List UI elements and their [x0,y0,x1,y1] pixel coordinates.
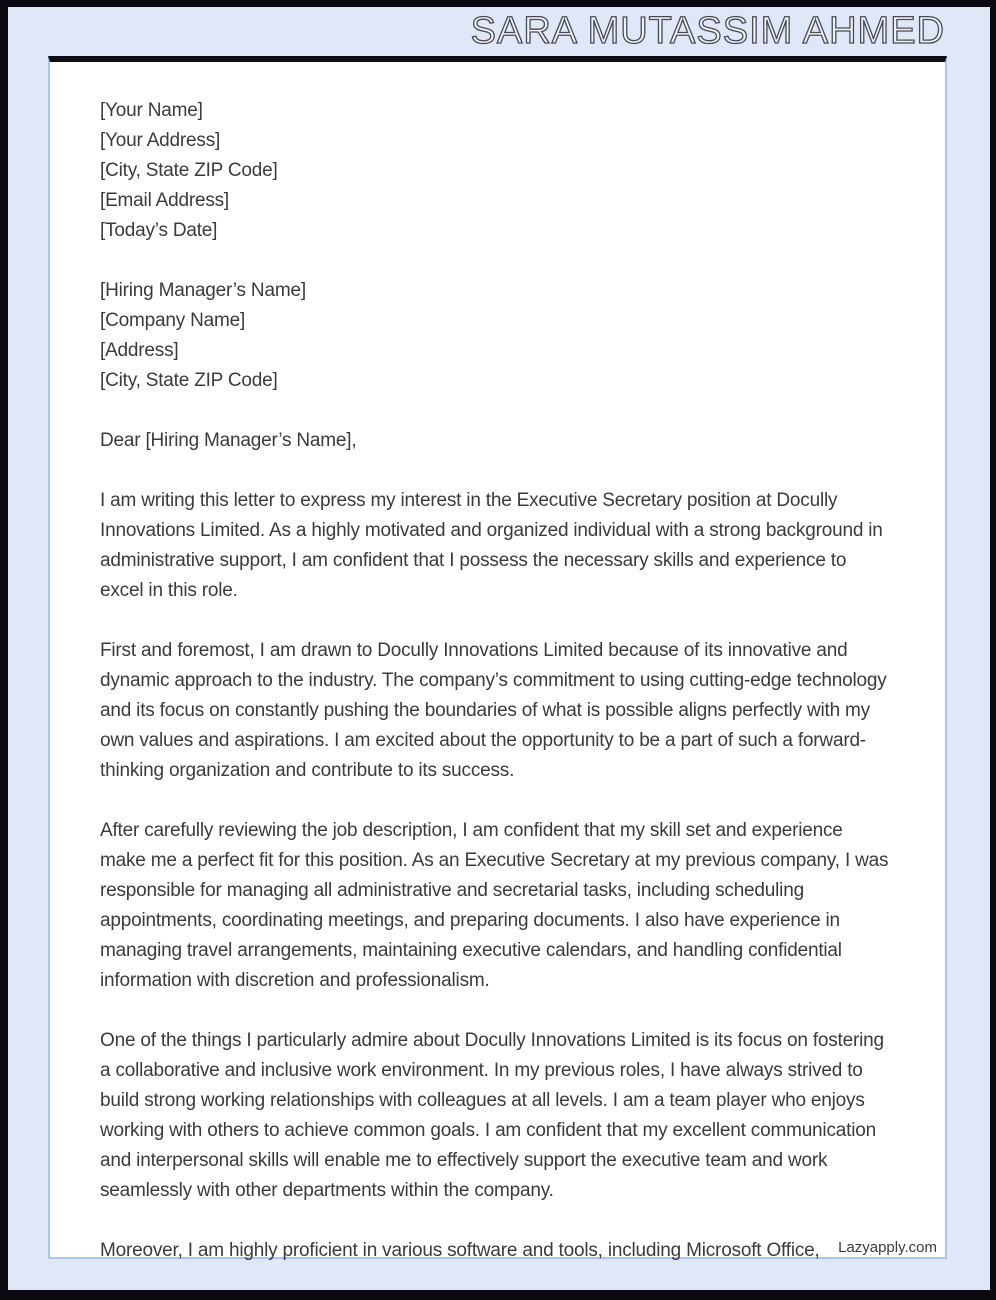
recipient-city-line: [City, State ZIP Code] [100,370,278,391]
sender-address-block [100,96,891,246]
sender-name-line: [Your Name] [100,100,203,121]
salutation-line: Dear [Hiring Manager’s Name], [100,430,357,451]
paragraph-company-appeal: First and foremost, I am drawn to Docully Innovations Limited because of its innovative and dynamic approach to the industry. The company’s commitment to using cutting-edge technology and its focus on constantly pushing the boundaries of what is possible aligns perfectly with my own values and aspirations. I am excited about the opportunity to be a part of such a forward-thinking organization and contribute to its success. [100,640,887,781]
watermark-link[interactable]: Lazyapply.com [838,1239,937,1256]
sender-city-line: [City, State ZIP Code] [100,160,278,181]
letter-body [50,62,945,1266]
cover-letter-page [48,56,947,1259]
paragraph-skills-overflow: Moreover, I am highly proficient in various software and tools, including Microsoft Office, [100,1240,820,1261]
letterhead [8,7,990,56]
recipient-manager-line: [Hiring Manager’s Name] [100,280,306,301]
recipient-company-line: [Company Name] [100,310,246,331]
sender-address-line: [Your Address] [100,130,221,151]
paragraph-teamwork: One of the things I particularly admire about Docully Innovations Limited is its focus on fostering a collaborative and inclusive work environment. In my previous roles, I have always strived to build strong working relationships with colleagues at all levels. I am a team player who enjoys working with others to achieve common goals. I am confident that my excellent communication and interpersonal skills will enable me to effectively support the executive team and work seamlessly with other departments within the company. [100,1030,884,1201]
sender-date-line: [Today’s Date] [100,220,218,241]
recipient-address-block [100,276,891,396]
sender-email-line: [Email Address] [100,190,229,211]
candidate-name: SARA MUTASSIM AHMED [470,10,945,52]
paragraph-intro: I am writing this letter to express my interest in the Executive Secretary position at Docully Innovations Limited. As a highly motivated and organized individual with a strong background in administrative support, I am confident that I possess the necessary skills and experience to excel in this role. [100,490,883,601]
recipient-address-line: [Address] [100,340,179,361]
paragraph-experience: After carefully reviewing the job description, I am confident that my skill set and experience make me a perfect fit for this position. As an Executive Secretary at my previous company, I was responsible for managing all administrative and secretarial tasks, including scheduling appointments, coordinating meetings, and preparing documents. I also have experience in managing travel arrangements, maintaining executive calendars, and handling confidential information with discretion and professionalism. [100,820,889,991]
